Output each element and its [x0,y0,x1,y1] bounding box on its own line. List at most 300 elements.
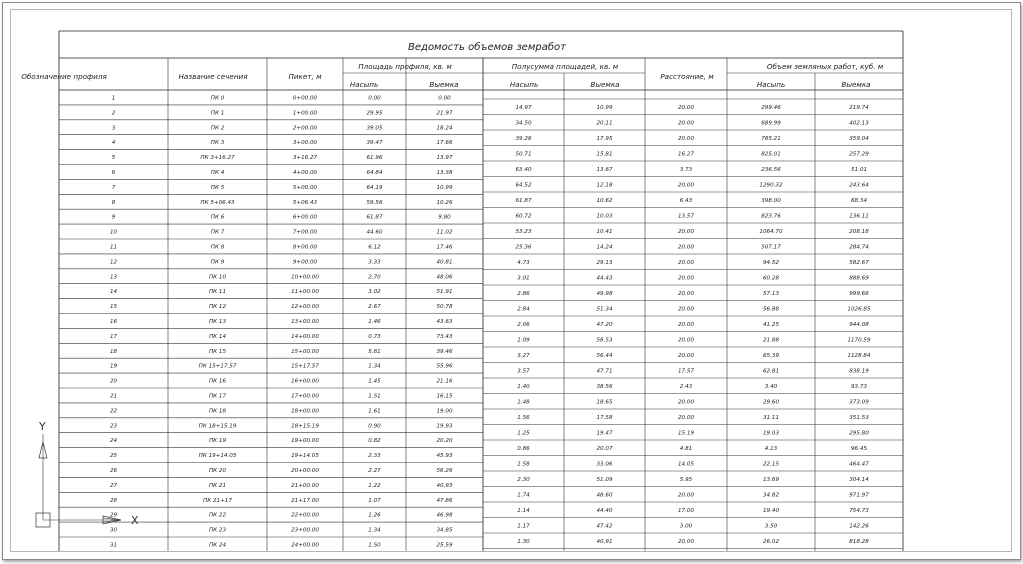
right-cell: 10.62 [596,197,613,204]
right-cell: 6.43 [679,197,693,204]
right-cell: 49.98 [596,290,613,297]
right-cell: 40.91 [596,538,613,545]
right-cell: 38.56 [596,383,613,390]
left-cell: 1.07 [368,497,381,504]
right-cell: 63.40 [515,166,532,173]
right-cell: 818.28 [849,538,869,545]
right-cell: 20.00 [677,228,695,235]
left-cell: 14+00.00 [291,333,319,340]
left-cell: ПК 5 [210,184,225,191]
left-cell: ПК 18+15.19 [198,423,237,430]
right-cell: 3.50 [764,523,778,530]
right-cell: 10.41 [596,228,613,235]
right-cell: 1026.85 [847,306,871,313]
left-cell: 13.38 [436,169,453,176]
left-cell: 17 [109,333,118,340]
left-cell: 1.51 [368,393,381,400]
left-cell: 3+00.00 [292,140,318,147]
right-cell: 20.00 [677,120,695,127]
right-cell: 47.42 [596,523,613,530]
left-cell: 25 [109,453,118,460]
header-distance: Расстояние, м [660,72,714,81]
right-cell: 96.45 [850,445,868,452]
left-cell: 2.33 [368,453,381,460]
right-cell: 0.86 [517,445,530,452]
right-cell: 351.53 [849,414,869,421]
right-cell: 44.40 [596,507,613,514]
left-cell: 0.73 [368,333,381,340]
left-cell: 18.24 [436,125,453,132]
left-cell: ПК 4 [210,169,225,176]
right-cell: 56.88 [762,306,780,313]
right-cell: 34.50 [515,120,532,127]
right-cell: 10.99 [596,104,613,111]
right-cell: 3.40 [764,383,778,390]
left-cell: 5.81 [368,348,381,355]
left-cell: 56.26 [436,467,453,474]
right-cell: 17.58 [596,414,613,421]
left-cell: ПК 5+06.43 [200,199,235,206]
left-cell: 30 [109,527,118,534]
right-cell: 398.00 [761,197,781,204]
right-cell: 825.01 [761,151,781,158]
left-cell: 0+00.00 [292,95,318,102]
left-cell: 24 [109,438,118,445]
left-cell: 18 [109,348,118,355]
left-cell: ПК 12 [208,304,227,311]
left-cell: 5+06.43 [292,199,318,206]
left-cell: ПК 18 [208,408,227,415]
right-cell: 16.27 [677,151,695,158]
left-cell: 0.90 [368,423,381,430]
left-cell: 1.61 [368,408,381,415]
left-cell: 3.02 [368,289,381,296]
left-cell: 6 [111,169,116,176]
left-cell: 21 [109,393,118,400]
left-cell: ПК 8 [210,244,225,251]
left-cell: 17+00.00 [291,393,319,400]
left-cell: 39.46 [436,348,453,355]
ucs-y-label: Y [39,420,46,433]
left-cell: 64.19 [366,184,383,191]
left-cell: 7 [111,184,116,191]
right-cell: 243.64 [849,182,869,189]
left-cell: 9+00.00 [292,259,318,266]
left-cell: 6.12 [368,244,381,251]
right-cell: 20.00 [677,135,695,142]
right-cell: 4.73 [517,259,530,266]
right-cell: 689.99 [761,120,781,127]
left-cell: 21.97 [436,110,453,117]
right-cell: 17.57 [677,368,695,375]
left-cell: 19+14.05 [291,453,319,460]
left-cell: ПК 7 [210,229,225,236]
right-cell: 20.00 [677,104,695,111]
right-cell: 94.52 [762,259,780,266]
left-cell: ПК 17 [208,393,227,400]
left-cell: ПК 15 [208,348,227,355]
left-cell: 4 [111,140,116,147]
right-cell: 19.03 [762,430,780,437]
left-cell: ПК 0 [210,95,225,102]
header-section-name: Название сечения [178,72,248,81]
right-cell: 57.13 [762,290,780,297]
left-cell: 21+00.00 [291,482,319,489]
right-cell: 50.71 [515,151,532,158]
left-cell: 5 [111,155,116,162]
left-cell: ПК 21 [208,482,227,489]
left-cell: 10+00.00 [291,274,319,281]
left-cell: 1+00.00 [292,110,318,117]
left-cell: 39.47 [366,140,383,147]
left-cell: ПК 23 [208,527,227,534]
left-cell: 8 [111,199,116,206]
right-cell: 13.67 [596,166,613,173]
right-cell: 20.00 [677,414,695,421]
left-cell: 0.00 [438,95,451,102]
right-cell: 142.26 [849,523,869,530]
left-cell: 14 [109,289,118,296]
right-cell: 31.11 [762,414,780,421]
left-cell: 46.98 [436,512,453,519]
right-cell: 14.24 [596,244,613,251]
right-cell: 20.00 [677,259,695,266]
right-cell: 3.73 [679,166,693,173]
right-cell: 22.15 [762,461,780,468]
right-cell: 823.76 [761,213,781,220]
left-cell: ПК 16 [208,378,227,385]
left-cell: 21+17.00 [291,497,319,504]
left-cell: ПК 3+16.27 [200,155,235,162]
header-volume-fill: Насыпь [756,80,786,89]
left-cell: 3+16.27 [292,155,318,162]
left-cell: 1.26 [368,512,381,519]
right-cell: 1290.32 [759,182,783,189]
right-cell: 1.25 [517,430,530,437]
right-cell: 41.25 [762,321,780,328]
right-cell: 34.82 [762,492,780,499]
left-cell: 2+00.00 [292,125,318,132]
right-cell: 1.58 [517,461,530,468]
right-cell: 582.67 [849,259,869,266]
left-cell: 45.93 [436,453,453,460]
right-cell: 257.29 [849,151,869,158]
left-cell: 43.63 [436,318,453,325]
left-cell: ПК 19 [208,438,227,445]
left-cell: 0.82 [368,438,381,445]
header-volume-cut: Выемка [841,80,871,89]
right-cell: 2.30 [517,476,530,483]
left-cell: 20.20 [436,438,453,445]
left-cell: 19.00 [436,408,453,415]
right-cell: 20.00 [677,352,695,359]
right-cell: 29.13 [596,259,613,266]
left-cell: 50.78 [436,304,453,311]
left-cell: 1.34 [368,527,381,534]
right-cell: 19.47 [596,430,613,437]
left-cell: ПК 21+17 [203,497,232,504]
right-cell: 13.69 [762,476,780,483]
left-cell: 61.87 [366,214,383,221]
left-cell: ПК 10 [208,274,227,281]
right-cell: 20.00 [677,337,695,344]
right-cell: 3.27 [517,352,530,359]
right-cell: 20.00 [677,492,695,499]
left-cell: 22 [109,408,118,415]
right-cell: 20.00 [677,275,695,282]
right-cell: 1.48 [517,399,530,406]
left-cell: ПК 14 [208,333,227,340]
right-cell: 53.23 [515,228,532,235]
right-cell: 5.95 [679,476,693,483]
left-cell: ПК 2 [210,125,225,132]
right-cell: 402.13 [849,120,869,127]
left-cell: 73.43 [436,333,453,340]
right-cell: 39.26 [515,135,532,142]
right-cell: 33.06 [596,461,613,468]
left-cell: 2 [111,110,116,117]
left-cell: ПК 3 [210,140,225,147]
left-cell: 22+00.00 [291,512,319,519]
right-cell: 373.09 [849,399,869,406]
left-cell: 29.95 [366,110,383,117]
right-cell: 26.02 [762,538,780,545]
right-cell: 18.65 [596,399,613,406]
header-half-sum: Полусумма площадей, кв. м [511,62,619,71]
left-cell: 1.46 [368,318,381,325]
left-cell: 1.34 [368,363,381,370]
right-cell: 754.73 [849,507,869,514]
left-cell: 1.50 [368,542,381,549]
right-cell: 48.60 [596,492,613,499]
left-cell: 13+00.00 [291,318,319,325]
header-half-fill: Насыпь [509,80,539,89]
left-cell: 17.66 [436,140,453,147]
right-cell: 295.80 [849,430,869,437]
right-cell: 58.53 [596,337,613,344]
drawing-viewport[interactable] [10,9,1012,552]
left-cell: 34.85 [436,527,453,534]
right-cell: 1064.70 [759,228,783,235]
right-cell: 219.74 [849,104,869,111]
right-cell: 2.86 [517,290,530,297]
right-cell: 299.46 [761,104,781,111]
right-cell: 51.34 [596,306,613,313]
right-cell: 17.95 [596,135,613,142]
right-cell: 464.47 [849,461,869,468]
right-cell: 236.56 [761,166,781,173]
left-cell: 48.06 [436,274,453,281]
left-cell: 13 [109,274,118,281]
left-cell: 11 [109,244,118,251]
left-table-rows [110,95,453,548]
left-cell: 55.96 [436,363,453,370]
right-cell: 60.72 [515,213,532,220]
left-cell: 11+00.00 [291,289,319,296]
right-cell: 3.00 [679,523,693,530]
left-cell: 47.86 [436,497,453,504]
right-table-rows [515,105,871,545]
left-cell: 1 [111,95,116,102]
right-cell: 12.18 [596,182,613,189]
left-cell: 10 [109,229,118,236]
right-cell: 838.19 [849,368,869,375]
left-cell: 3 [111,125,116,132]
left-cell: 8+00.00 [292,244,318,251]
left-cell: 10.99 [436,184,453,191]
right-cell: 14.05 [677,461,695,468]
right-cell: 93.73 [850,383,868,390]
left-cell: 17.46 [436,244,453,251]
left-cell: 64.84 [366,169,383,176]
right-cell: 20.11 [596,120,613,127]
left-cell: ПК 9 [210,259,225,266]
right-cell: 13.57 [677,213,695,220]
right-cell: 51.01 [850,166,868,173]
left-cell: ПК 24 [208,542,227,549]
left-cell: 2.27 [368,467,381,474]
left-cell: ПК 22 [208,512,227,519]
right-cell: 17.00 [677,507,695,514]
right-cell: 61.87 [515,197,532,204]
right-cell: 25.36 [515,244,532,251]
right-cell: 999.66 [849,290,869,297]
right-cell: 64.52 [515,182,532,189]
left-cell: 12+00.00 [291,304,319,311]
left-cell: 26 [109,467,118,474]
right-cell: 68.34 [850,197,868,204]
right-cell: 785.21 [761,135,781,142]
left-cell: 27 [109,482,118,489]
right-cell: 1.30 [517,538,530,545]
ucs-icon [36,420,139,527]
right-cell: 304.14 [849,476,869,483]
right-cell: 507.17 [761,244,781,251]
left-cell: 5+00.00 [292,184,318,191]
right-cell: 1.09 [517,337,530,344]
right-cell: 44.43 [596,275,613,282]
left-cell: 20 [109,378,118,385]
right-cell: 1.74 [517,492,530,499]
left-cell: 6+00.00 [292,214,318,221]
right-cell: 1170.59 [847,337,871,344]
left-cell: 15 [109,304,118,311]
right-cell: 56.44 [596,352,613,359]
left-cell: 19.93 [436,423,453,430]
right-cell: 19.40 [762,507,780,514]
right-cell: 20.00 [677,399,695,406]
left-cell: ПК 15+17.57 [198,363,237,370]
right-cell: 359.04 [849,135,869,142]
left-cell: 23+00.00 [291,527,319,534]
header-half-cut: Выемка [590,80,620,89]
left-cell: 16 [109,318,118,325]
right-cell: 51.09 [596,476,613,483]
right-cell: 20.00 [677,538,695,545]
left-cell: 28 [109,497,118,504]
right-cell: 47.20 [596,321,613,328]
right-cell: 20.00 [677,244,695,251]
left-cell: 40.93 [436,482,453,489]
left-cell: 19 [109,363,118,370]
drawing-canvas[interactable] [11,10,1011,551]
right-cell: 2.84 [517,306,530,313]
left-cell: ПК 20 [208,467,227,474]
left-cell: 0.00 [368,95,381,102]
header-profile-area: Площадь профиля, кв. м [358,62,452,71]
left-cell: 11.02 [436,229,453,236]
right-cell: 65.39 [762,352,780,359]
left-cell: 10.26 [436,199,453,206]
left-cell: 40.81 [436,259,453,266]
left-cell: ПК 1 [210,110,225,117]
right-cell: 62.81 [762,368,780,375]
left-cell: 16.15 [436,393,453,400]
left-cell: ПК 13 [208,318,227,325]
right-cell: 944.08 [849,321,869,328]
right-cell: 29.60 [762,399,780,406]
right-cell: 3.57 [517,368,530,375]
right-cell: 1.40 [517,383,530,390]
right-cell: 1128.84 [847,352,871,359]
left-cell: 16+00.00 [291,378,319,385]
right-cell: 14.97 [515,104,532,111]
left-cell: 19+00.00 [291,438,319,445]
left-cell: 59.56 [366,199,383,206]
left-cell: 29 [109,512,118,519]
right-cell: 15.81 [596,151,613,158]
left-cell: 12 [109,259,118,266]
right-cell: 284.74 [849,244,869,251]
left-cell: 1.45 [368,378,381,385]
header-designation: Обозначение профиля [21,72,107,81]
right-cell: 20.00 [677,321,695,328]
right-cell: 888.69 [849,275,869,282]
right-cell: 20.00 [677,182,695,189]
right-cell: 47.71 [596,368,613,375]
ucs-x-label: X [131,514,139,527]
left-cell: 24+00.00 [291,542,319,549]
right-cell: 2.43 [679,383,693,390]
left-cell: 21.16 [436,378,453,385]
right-cell: 208.18 [849,228,869,235]
left-cell: ПК 19+14.05 [198,453,237,460]
left-cell: 7+00.00 [292,229,318,236]
left-cell: 39.05 [366,125,383,132]
left-cell: 44.60 [366,229,383,236]
left-cell: 15+00.00 [291,348,319,355]
header-picket: Пикет, м [288,72,322,81]
header-profile-cut: Выемка [429,80,459,89]
right-cell: 20.00 [677,290,695,297]
right-cell: 10.03 [596,213,613,220]
right-cell: 3.01 [517,275,530,282]
right-cell: 971.97 [849,492,869,499]
right-cell: 4.13 [764,445,778,452]
right-cell: 15.19 [677,430,695,437]
right-cell: 60.28 [762,275,780,282]
left-cell: 31 [109,542,118,549]
right-cell: 20.07 [596,445,613,452]
right-cell: 1.17 [517,523,530,530]
left-cell: 9.80 [438,214,451,221]
left-cell: 13.97 [436,155,453,162]
left-cell: 23 [109,423,118,430]
left-cell: 20+00.00 [291,467,319,474]
right-cell: 20.00 [677,306,695,313]
right-cell: 4.81 [679,445,693,452]
left-cell: 51.91 [436,289,453,296]
